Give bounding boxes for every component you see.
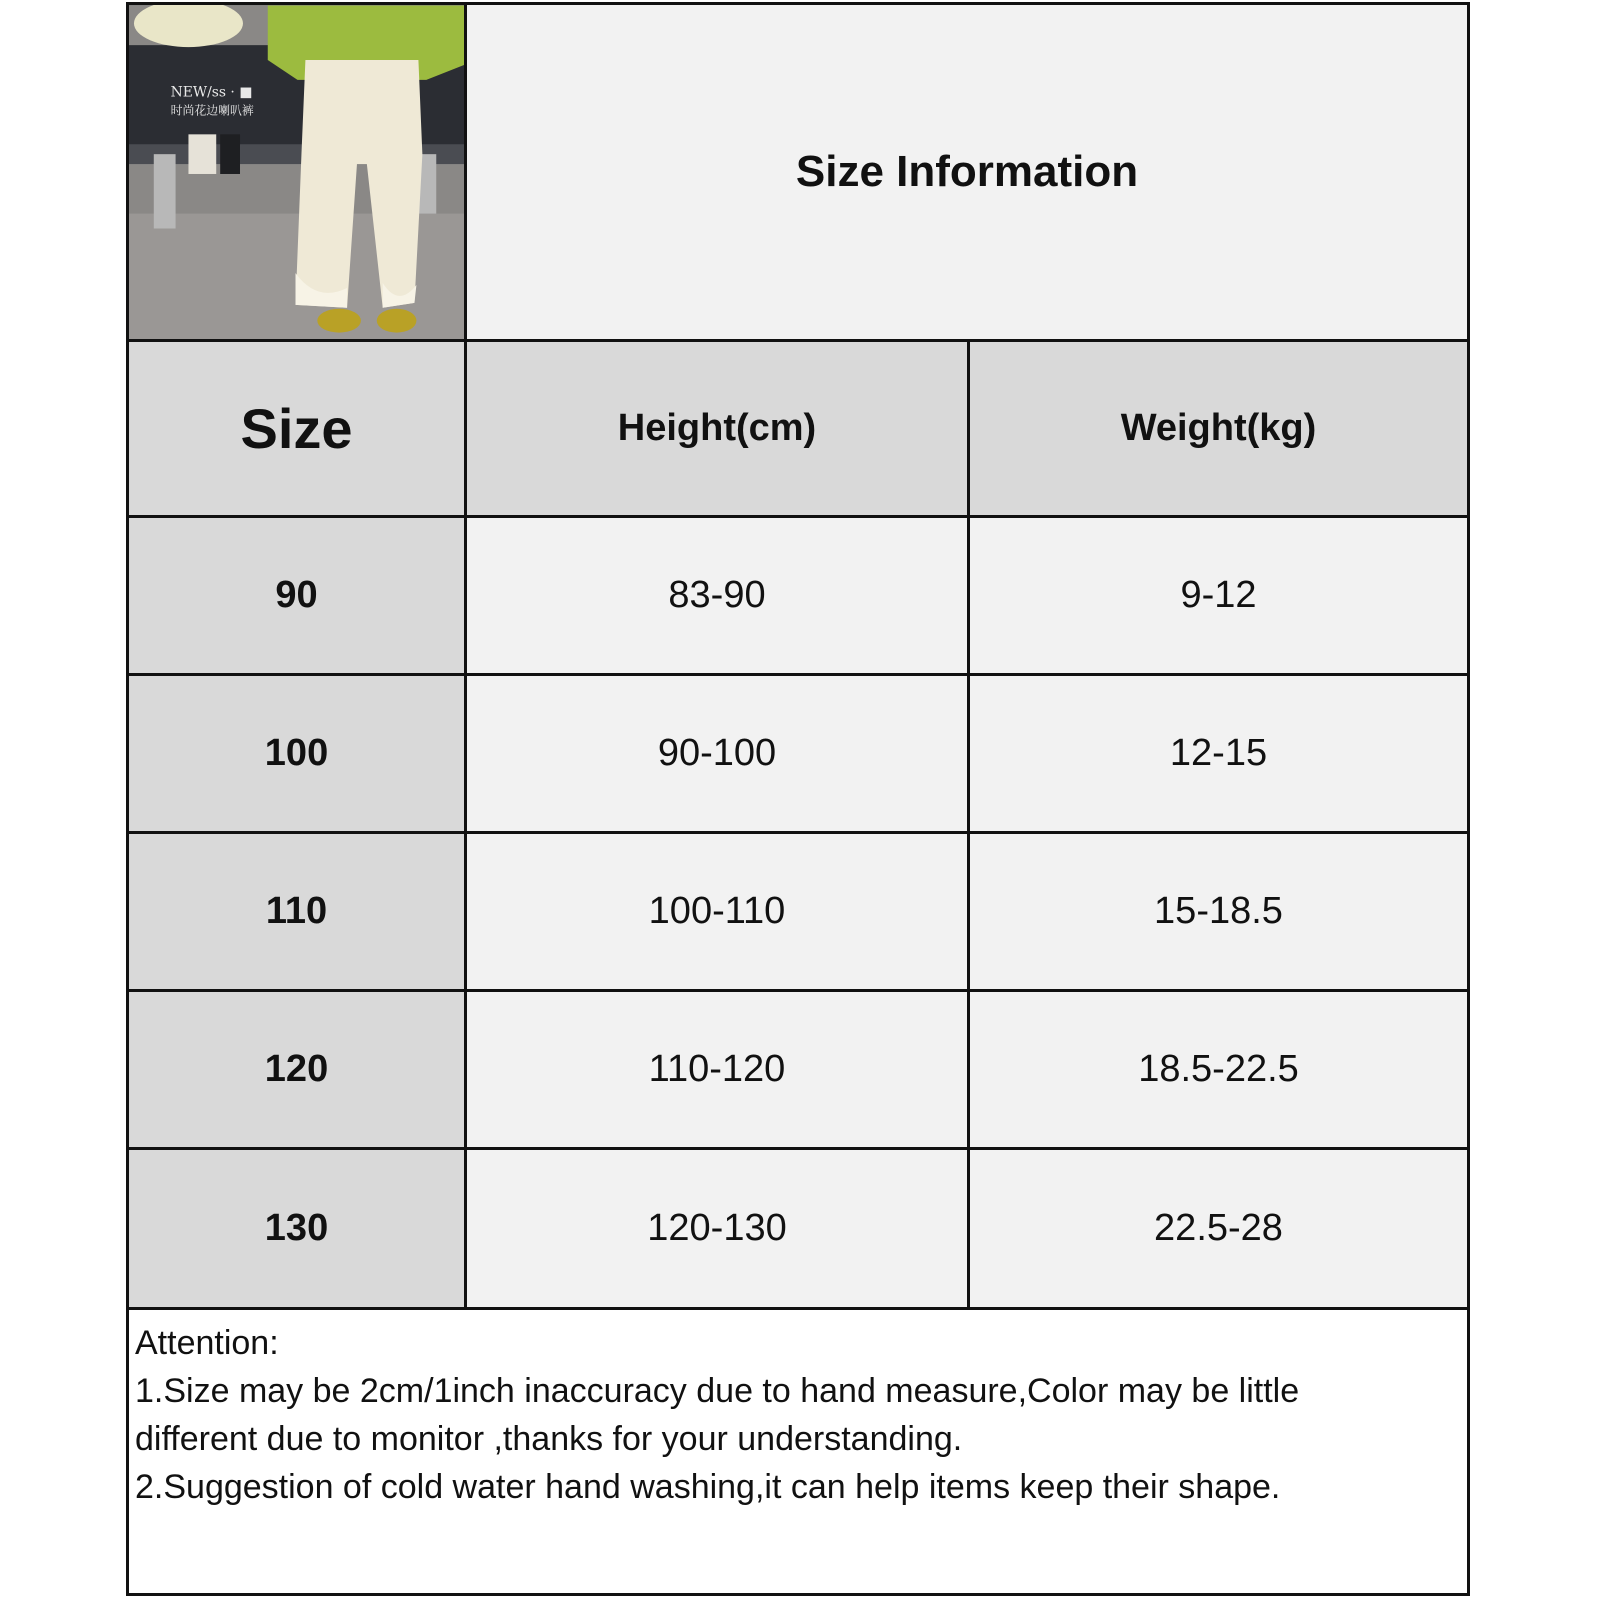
- table-row-size: 120: [129, 992, 467, 1150]
- size-column-header: Size: [129, 342, 467, 518]
- table-row-size: 110: [129, 834, 467, 992]
- table-row-height: 100-110: [467, 834, 970, 992]
- photo-overlay-line2: 时尚花边喇叭裤: [170, 103, 254, 118]
- page-title: Size Information: [467, 5, 1467, 342]
- table-row-size: 90: [129, 518, 467, 676]
- notes-line-2: different due to monitor ,thanks for your understanding.: [135, 1420, 963, 1458]
- table-row-weight: 9-12: [970, 518, 1467, 676]
- height-column-header: Height(cm): [467, 342, 970, 518]
- table-row-weight: 18.5-22.5: [970, 992, 1467, 1150]
- table-row-weight: 12-15: [970, 676, 1467, 834]
- table-row-height: 83-90: [467, 518, 970, 676]
- product-photo: [129, 5, 467, 342]
- table-row-size: 130: [129, 1150, 467, 1310]
- attention-notes: [135, 1319, 1455, 1511]
- table-row-height: 90-100: [467, 676, 970, 834]
- table-row-height: 110-120: [467, 992, 970, 1150]
- weight-column-header: Weight(kg): [970, 342, 1467, 518]
- table-row-weight: 22.5-28: [970, 1150, 1467, 1310]
- table-row-weight: 15-18.5: [970, 834, 1467, 992]
- notes-line-3: 2.Suggestion of cold water hand washing,it can help items keep their shape.: [135, 1468, 1281, 1506]
- notes-heading: Attention:: [135, 1324, 279, 1362]
- photo-overlay-line1: NEW/ss · ■: [170, 84, 253, 101]
- table-row-height: 120-130: [467, 1150, 970, 1310]
- product-photo-illustration: [129, 5, 464, 341]
- notes-line-1: 1.Size may be 2cm/1inch inaccuracy due to hand measure,Color may be little: [135, 1372, 1300, 1410]
- size-chart-sheet: [126, 2, 1470, 1596]
- table-row-size: 100: [129, 676, 467, 834]
